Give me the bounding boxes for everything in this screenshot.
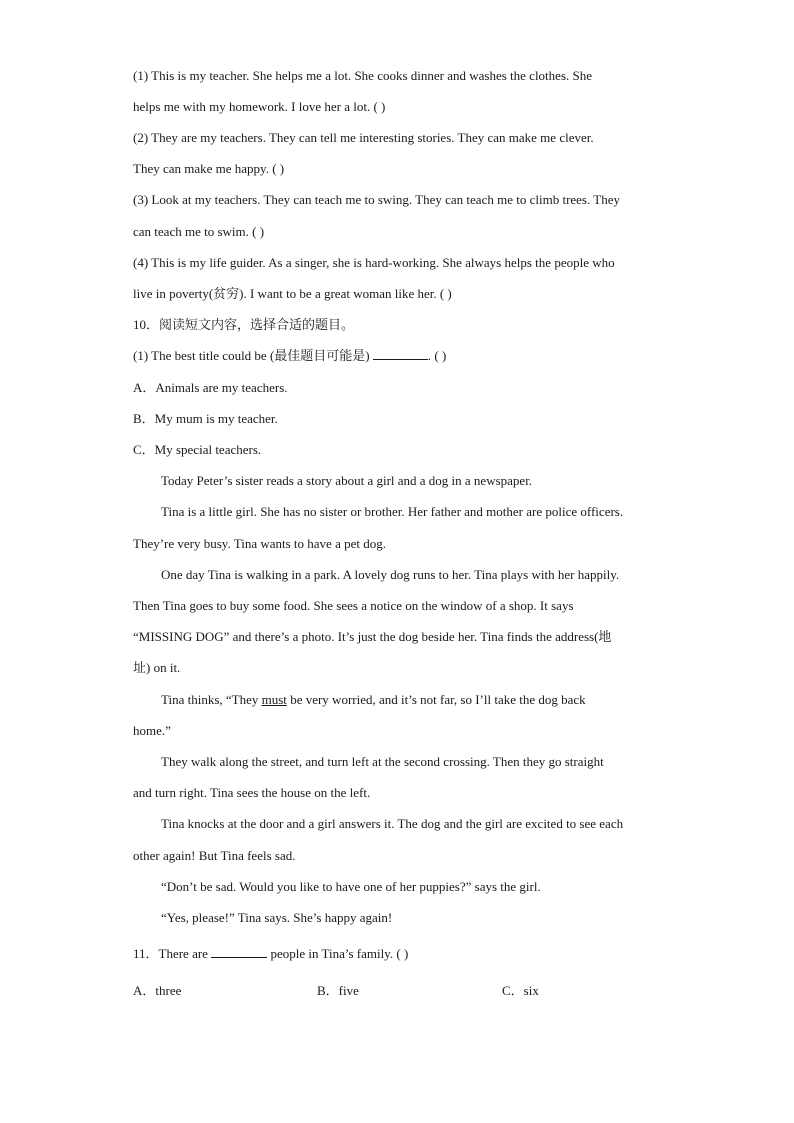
item-4-line-2: live in poverty(贫穷). I want to be a great woman like her. ( ) — [133, 286, 452, 301]
question-11-option-a: A．three — [133, 983, 182, 998]
question-11-option-b: B．five — [317, 983, 359, 998]
item-1-line-1: (1) This is my teacher. She helps me a lot. She cooks dinner and washes the clothes. She — [133, 68, 592, 83]
item-4-line-1: (4) This is my life guider. As a singer, she is hard-working. She always helps the people who — [133, 255, 615, 270]
option-b: B．My mum is my teacher. — [133, 411, 278, 426]
passage-paragraph-1: Today Peter’s sister reads a story about a girl and a dog in a newspaper. — [161, 473, 533, 488]
question-11-suffix: people in Tina’s family. ( ) — [267, 946, 409, 961]
passage-paragraph-8: “Yes, please!” Tina says. She’s happy again! — [161, 910, 393, 925]
paragraph-4-text-b: be very worried, and it’s not far, so I’ll take the dog back — [286, 692, 586, 707]
item-2-line-1: (2) They are my teachers. They can tell me interesting stories. They can make me clever. — [133, 130, 594, 145]
option-c: C．My special teachers. — [133, 442, 262, 457]
passage-paragraph-3-line-1: One day Tina is walking in a park. A lovely dog runs to her. Tina plays with her happily. — [161, 567, 620, 582]
question-11-option-c: C．six — [502, 983, 539, 998]
question-10-1-suffix: . ( ) — [427, 348, 447, 363]
passage-paragraph-2-line-2: They’re very busy. Tina wants to have a pet dog. — [133, 536, 386, 551]
question-10-heading: 10．阅读短文内容，选择合适的题目。 — [133, 317, 355, 332]
question-11-prefix: 11．There are — [133, 946, 212, 961]
item-3-line-2: can teach me to swim. ( ) — [133, 224, 265, 239]
passage-paragraph-4-line-2: home.” — [133, 723, 171, 738]
passage-paragraph-6-line-1: Tina knocks at the door and a girl answers it. The dog and the girl are excited to see each — [161, 816, 624, 831]
item-2-line-2: They can make me happy. ( ) — [133, 161, 285, 176]
question-10-1 — [133, 346, 663, 366]
passage-paragraph-3-line-2: Then Tina goes to buy some food. She sees a notice on the window of a shop. It says — [133, 598, 574, 613]
answer-blank[interactable] — [373, 347, 428, 360]
underlined-word-must: must — [261, 692, 287, 707]
passage-paragraph-6-line-2: other again! But Tina feels sad. — [133, 848, 296, 863]
question-11 — [133, 944, 663, 964]
passage-paragraph-3-line-4: 址) on it. — [133, 660, 181, 675]
passage-paragraph-7: “Don’t be sad. Would you like to have one of her puppies?” says the girl. — [161, 879, 541, 894]
passage-paragraph-4-line-1 — [161, 690, 663, 710]
item-3-line-1: (3) Look at my teachers. They can teach me to swing. They can teach me to climb trees. They — [133, 192, 620, 207]
paragraph-4-text-a: Tina thinks, “They — [161, 692, 262, 707]
passage-paragraph-5-line-1: They walk along the street, and turn left at the second crossing. Then they go straight — [161, 754, 604, 769]
passage-paragraph-5-line-2: and turn right. Tina sees the house on the left. — [133, 785, 371, 800]
option-a: A．Animals are my teachers. — [133, 380, 288, 395]
item-1-line-2: helps me with my homework. I love her a lot. ( ) — [133, 99, 386, 114]
answer-blank[interactable] — [211, 945, 267, 958]
question-10-1-prefix: (1) The best title could be (最佳题目可能是) — [133, 348, 373, 363]
passage-paragraph-3-line-3: “MISSING DOG” and there’s a photo. It’s just the dog beside her. Tina finds the address(地 — [133, 629, 612, 644]
passage-paragraph-2-line-1: Tina is a little girl. She has no sister or brother. Her father and mother are police officers. — [161, 504, 624, 519]
